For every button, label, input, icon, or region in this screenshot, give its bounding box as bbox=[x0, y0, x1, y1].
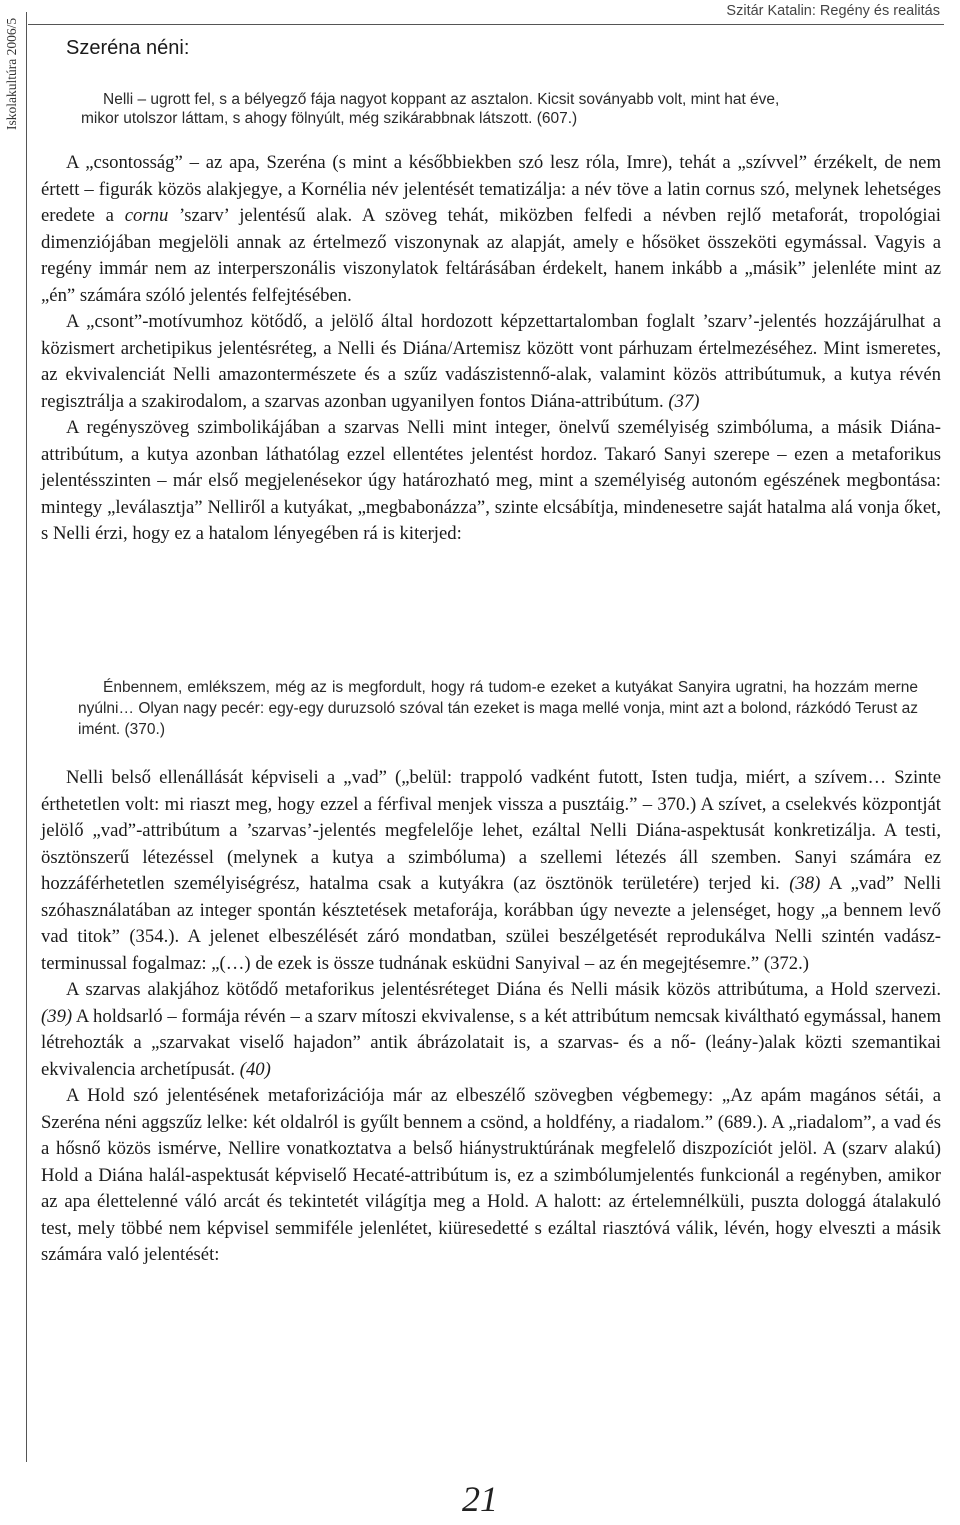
footnote-ref: (38) bbox=[789, 873, 821, 894]
epigraph-line-2: mikor utolszor láttam, s ahogy fölnyúlt, még szikárabbnak látszott. (607.) bbox=[81, 110, 578, 127]
section-title: Szeréna néni: bbox=[66, 37, 190, 59]
paragraph: Nelli belső ellenállását képviseli a „vad” („belül: trappoló vadként futott, Isten tudja, miért, a szívem… Szinte érthetetlen volt: mi riaszt meg, hogy ezzel a férfival menjek vissza a pusztáig.” – 370.) A szívet, a cselekvés központját jelölő „vad”-attribútum a ’szarvas’-jelentés megfelelője lehet, ezáltal Nelli Diána-aspektusát konkretizálja. A testi, ösztönszerű létezéssel (melynek a kutya a szimbóluma) a szellemi létezés áll szemben. Sanyi számára ez hozzáférhetetlen személyiségrész, hatalma csak a kutyákra (az ösztönök területére) terjed ki. (38) A „vad” Nelli szóhasználatában az integer spontán késztetések metaforája, korábban úgy nevezte a jelenséget, hogy „a bennem levő vad titok” (354.). A jelenet elbeszélését záró mondatban, szülei beszélgetését reprodukálva Nelli szintén vadász-terminussal fogalmaz: „(…) de ezek is össze tudnának esküdni Sanyival – az én megejtésemre.” (372.) bbox=[41, 767, 942, 974]
page-number: 21 bbox=[462, 1479, 498, 1519]
epigraph-line-1: Nelli – ugrott fel, s a bélyegző fája nagyot koppant az asztalon. Kicsit soványabb volt, mint hat éve, bbox=[103, 91, 780, 108]
epigraph bbox=[81, 90, 939, 128]
body-text-upper bbox=[41, 150, 941, 548]
paragraph: A szarvas alakjához kötődő metaforikus jelentésréteget Diána és Nelli másik közös attribútuma, a Hold szervezi. (39) A holdsarló – formája révén – a szarv mítoszi ekvivalense, s a két attribútum nemcsak kiváltható egymással, hanem létrehozták a „szarvakat viselő hajadon” antik ábrázolatait is, a szarvas- és a nő- (leány-)alak közti szemantikai ekvivalencia archetípusát. (40) bbox=[41, 979, 941, 1080]
footnote-ref: (37) bbox=[668, 390, 700, 412]
running-header: Szitár Katalin: Regény és realitás bbox=[726, 3, 940, 19]
paragraph: A regényszöveg szimbolikájában a szarvas Nelli mint integer, önelvű személyiség szimbóluma, a másik Diána-attribútum, a kutya azonban láthatólag ezzel ellentétes jelentést hordoz. Takaró Sanyi szerepe – ezen a metaforikus jelentésszinten – már első megjelenésekor úgy határozható meg, mint a személyiség autonóm egészének megbontása: mintegy „leválasztja” Nelliről a kutyákat, „megbabonázza”, szinte elcsábítja, mindenesetre saját hatalma alá vonja őket, s Nelli érzi, hogy ez a hatalom lényegében rá is kiterjed: bbox=[41, 417, 941, 544]
paragraph: A „csontosság” – az apa, Szeréna (s mint a későbbiekben szó lesz róla, Imre), tehát a „szívvel” érzékelt, de nem értett – figurák közös alakjegye, a Kornélia név jelentését tematizálja: a név töve a latin cornus szó, melynek lehetséges eredete a cornu ’szarv’ jelentésű alak. A szöveg tehát, miközben felfedi a névben rejlő metaforát, tropológiai dimenziójában megjelöli annak az értelmező viszonynak az alapját, amely e hősöket összeköti egymással. Vagyis a regény immár nem az interperszonális viszonylatok feltárásában érdekelt, hanem inkább a „másik” jelenléte mint az „én” számára szóló jelentés felfejtésében. bbox=[41, 152, 942, 306]
vertical-rule bbox=[26, 12, 27, 1462]
paragraph: A Hold szó jelentésének metaforizációja már az elbeszélő szövegben végbemegy: „Az apám magános sétái, a Szeréna néni aggszűz lelke: két oldalról is gyűlt bennem a csönd, a holdfény, a riadalom.” (689.). A „riadalom”, a vad és a hősnő közös ismérve, Nellire vonatkoztatva a belső hiánystruktúrának megfelelő diszpozíciót jelöl. A (szarv alakú) Hold a Diána halál-aspektusát képviselő Hecaté-attribútum is, ez a szimbólumjelentés funkcionál a regényben, amikor az apa élettelenné váló arcát és tekintetét világítja meg a Hold. A halott: az értelemnélküli, puszta dologgá átalakuló test, mely többé nem képvisel semmiféle jelenlétet, kiüresedetté s ezáltal riasztóvá válik, lévén, hogy elveszti a másik számára való jelentését: bbox=[41, 1085, 941, 1265]
journal-side-label: Iskolakultúra 2006/5 bbox=[4, 17, 19, 130]
footnote-ref: (40) bbox=[239, 1058, 271, 1080]
footnote-ref: (39) bbox=[41, 1005, 73, 1027]
block-quote: Énbennem, emlékszem, még az is megfordult, hogy rá tudom-e ezeket a kutyákat Sanyira ugratni, ha hozzám merne nyúlni… Olyan nagy pecér: egy-egy duruzsoló szóval tán ezeket is maga mellé vonja, mint azt a bolond, rázkódó Terust az imént. (370.) bbox=[78, 679, 918, 738]
latin-term: cornu bbox=[124, 205, 169, 226]
paragraph: A „csont”-motívumhoz kötődő, a jelölő által hordozott képzettartalomban foglalt ’szarv’-jelentés hozzájárulhat a közismert archetipikus jelentésréteg, a Nelli és Diána/Artemisz között vont párhuzam értelmezéséhez. Mint ismeretes, az ekvivalenciát Nelli amazontermészete és a szűz vadászistennő-alak, valamint közös attribútumuk, a kutya révén regisztrálja a szakirodalom, a szarvas azonban ugyanilyen fontos Diána-attribútum. (37) bbox=[41, 311, 941, 412]
body-text-lower bbox=[41, 765, 941, 1269]
header-rule bbox=[28, 24, 944, 25]
